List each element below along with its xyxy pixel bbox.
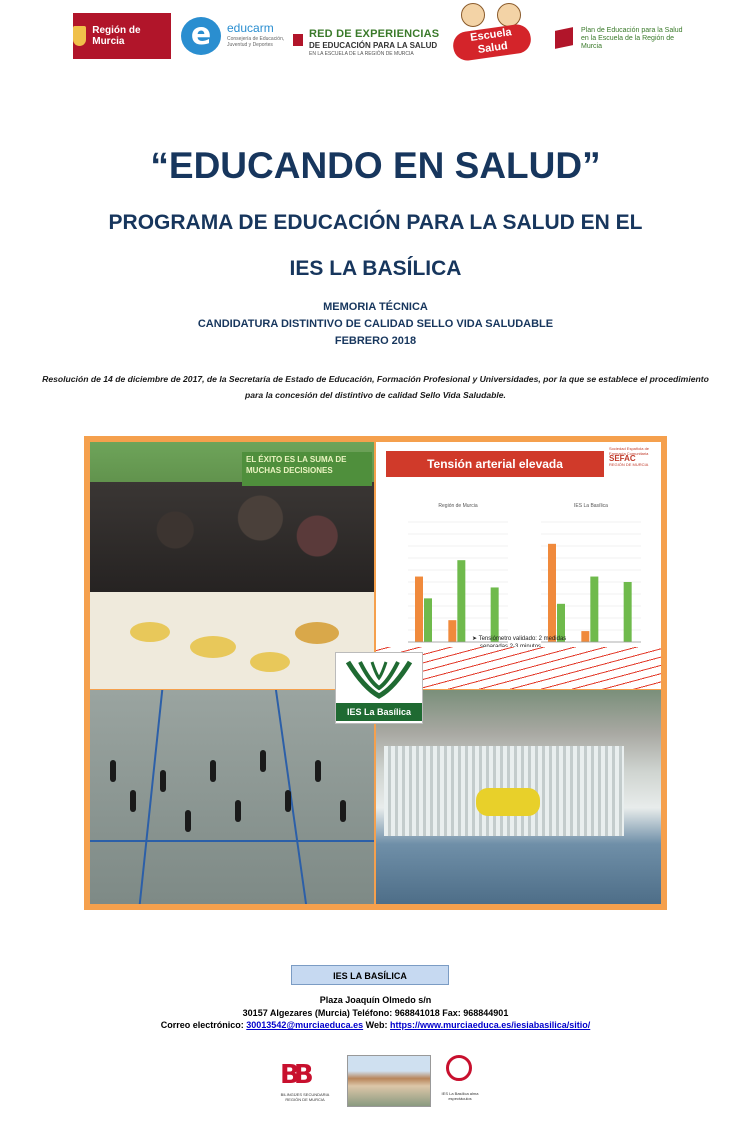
court-line — [139, 690, 163, 904]
students-crowd — [90, 482, 374, 602]
student-figure — [185, 810, 191, 832]
student-figure — [315, 760, 321, 782]
red-line2: DE EDUCACIÓN PARA LA SALUD — [309, 41, 438, 50]
red-experiencias-logo — [293, 20, 448, 60]
region-de-murcia-logo — [73, 13, 171, 59]
plan-text: Plan de Educación para la Salud en la Escuela de la Región de Murcia — [581, 27, 683, 50]
school-name-box: IES LA BASÍLICA — [291, 965, 449, 985]
escuela-line1: Escuela — [469, 26, 513, 44]
tens-note-line1: ➤ Tensiómetro validado: 2 medidas — [472, 636, 567, 642]
no-sign-icon — [446, 1055, 472, 1081]
contact-line — [0, 1020, 751, 1030]
landscape-image — [347, 1055, 431, 1107]
escuela-salud-band — [451, 23, 532, 63]
red-line1: RED DE EXPERIENCIAS — [309, 28, 440, 40]
chart-bar — [590, 577, 598, 642]
coat-of-arms-icon — [73, 26, 86, 46]
escuela-line2: Salud — [477, 39, 509, 56]
web-link[interactable]: https://www.murciaeduca.es/iesiabasilica/sitio/ — [390, 1020, 591, 1030]
student-figure — [130, 790, 136, 812]
educarm-e-icon: e — [181, 17, 221, 55]
student-figure — [285, 790, 291, 812]
bb-caption: BILINGÜES SECUNDARIA REGIÓN DE MURCIA — [280, 1092, 330, 1102]
sefac-region: REGIÓN DE MURCIA — [609, 462, 649, 467]
child-face-icon — [497, 3, 521, 27]
alma-logo — [440, 1055, 480, 1107]
chart-bar — [624, 582, 632, 642]
program-title-line1: PROGRAMA DE EDUCACIÓN PARA LA SALUD EN EL — [108, 211, 643, 234]
child-face-icon — [461, 3, 485, 27]
chart-title: Región de Murcia — [438, 503, 478, 509]
students-human-letters-photo — [90, 690, 374, 904]
fruit-tray — [250, 652, 290, 672]
memo-block — [0, 299, 751, 350]
resolution-line1: Resolución de 14 de diciembre de 2017, de la Secretaría de Estado de Educación, Formación Profesional y Universidades, por la que se establece el procedimiento — [42, 374, 709, 384]
email-label: Correo electrónico: — [160, 1020, 244, 1030]
page-title: “EDUCANDO EN SALUD” — [150, 145, 601, 186]
raft-boat — [476, 788, 540, 816]
sefac-top: Sociedad Española de Farmacia Comunitaria — [609, 446, 650, 456]
chart-title: IES La Basílica — [574, 503, 608, 509]
student-figure — [260, 750, 266, 772]
fruit-tray — [130, 622, 170, 642]
address-line1: Plaza Joaquín Olmedo s/n — [319, 995, 432, 1005]
email-link[interactable]: 30013542@murciaeduca.es — [246, 1020, 364, 1030]
bilingues-logo — [276, 1060, 332, 1104]
court-line — [90, 840, 374, 842]
plan-educacion-salud-logo — [555, 25, 685, 55]
student-figure — [235, 800, 241, 822]
web-label: Web: — [365, 1020, 388, 1030]
sefac-logo — [609, 446, 659, 482]
book-icon — [555, 27, 573, 49]
program-title-line2: IES LA BASÍLICA — [289, 257, 462, 280]
sefac-name: SEFAC — [609, 454, 636, 463]
student-figure — [210, 760, 216, 782]
fruit-tray — [295, 622, 339, 644]
fruit-table — [90, 592, 374, 689]
student-figure — [340, 800, 346, 822]
red-line3: EN LA ESCUELA DE LA REGIÓN DE MURCIA — [309, 51, 414, 57]
address-line2: 30157 Algezares (Murcia) Teléfono: 968841018 Fax: 968844901 — [242, 1008, 509, 1018]
student-figure — [110, 760, 116, 782]
region-logo-text: Región de Murcia — [92, 25, 141, 47]
resolution-text — [0, 371, 751, 403]
chart-bar — [581, 631, 589, 642]
chart-bar — [491, 587, 499, 642]
ies-la-basilica-logo — [335, 652, 423, 724]
chart-header: Tensión arterial elevada — [386, 451, 604, 477]
student-figure — [160, 770, 166, 792]
ies-logo-name: IES La Basílica — [336, 703, 422, 721]
bb-letters: BB — [280, 1060, 308, 1090]
chart-bar — [457, 560, 465, 642]
chart-bar — [448, 620, 456, 642]
chart-bar — [548, 544, 556, 642]
memo-line: MEMORIA TÉCNICA — [323, 301, 428, 313]
escuela-salud-logo — [451, 3, 533, 58]
educarm-text: educarm — [227, 21, 274, 35]
motivational-banner: EL ÉXITO ES LA SUMA DE MUCHAS DECISIONES — [242, 452, 372, 486]
healthy-breakfast-photo — [90, 442, 374, 689]
memo-line: FEBRERO 2018 — [334, 335, 417, 347]
court-line — [275, 690, 307, 904]
chart-bar — [415, 577, 423, 642]
educarm-logo — [181, 15, 291, 57]
alma-caption: IES La Basílica alma espectáculos — [441, 1091, 479, 1101]
resolution-line2: para la concesión del distintivo de calidad Sello Vida Saludable. — [245, 390, 506, 400]
ies-leaf-emblem-icon — [344, 658, 414, 700]
memo-line: CANDIDATURA DISTINTIVO DE CALIDAD SELLO VIDA SALUDABLE — [197, 318, 554, 330]
educarm-subtext: Consejería de Educación, Juventud y Deportes — [227, 36, 285, 48]
fruit-tray — [190, 636, 236, 658]
chart-bar — [424, 598, 432, 642]
book-icon — [293, 34, 303, 46]
